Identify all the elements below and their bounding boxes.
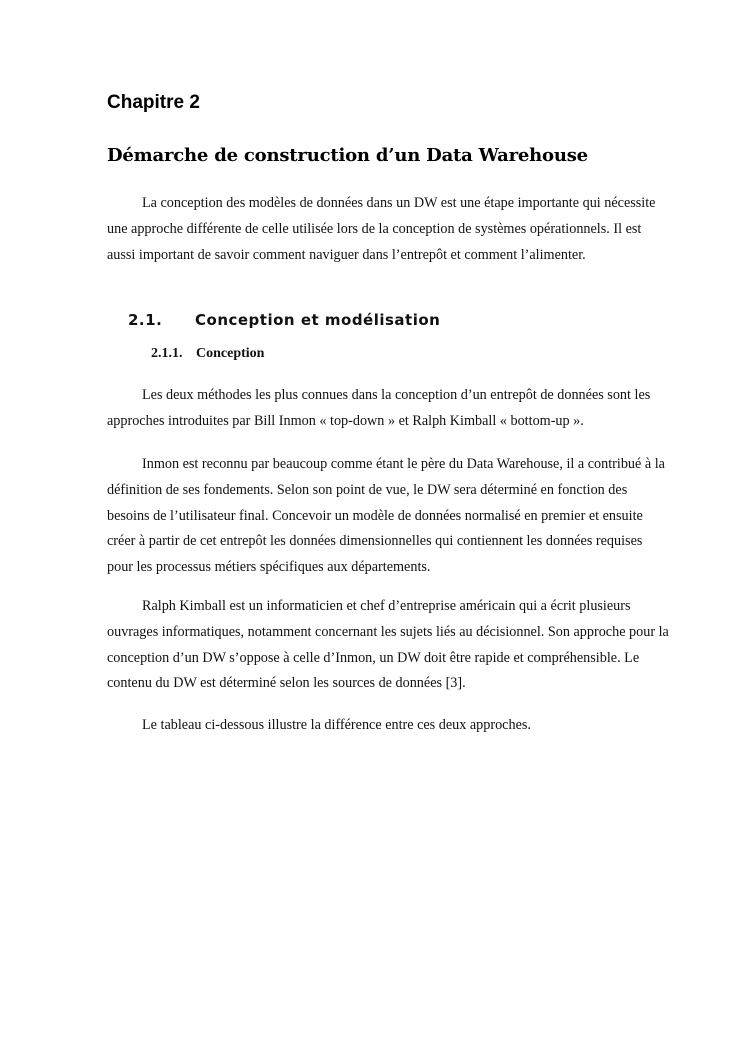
subsection-title: Conception [196,346,265,361]
intro-paragraph: La conception des modèles de données dans un DW est une étape importante qui nécessite une approche différente de celle utilisée lors de la conception de systèmes opérationnels. Il est aussi important de savoir comment naviguer dans l’entrepôt et comment l’alimenter. [107,195,656,263]
paragraph-methods: Les deux méthodes les plus connues dans la conception d’un entrepôt de données sont les approches introduites par Bill Inmon « top-down » et Ralph Kimball « bottom-up ». [107,387,651,429]
subsection-heading [151,346,264,362]
section-title: Conception et modélisation [195,311,441,329]
chapter-title: Démarche de construction d’un Data Warehouse [107,145,588,166]
subsection-number: 2.1.1. [151,346,183,361]
chapter-heading: Chapitre 2 [107,92,200,113]
paragraph-inmon: Inmon est reconnu par beaucoup comme étant le père du Data Warehouse, il a contribué à la définition de ses fondements. Selon son point de vue, le DW sera déterminé en fonction des besoins de l’utilisateur final. Concevoir un modèle de données normalisé en premier et ensuite créer à partir de cet entrepôt les données dimensionnelles qui contiennent les données requises pour les processus métiers spécifiques aux départements. [107,456,665,576]
paragraph-table-intro: Le tableau ci-dessous illustre la différence entre ces deux approches. [142,717,531,733]
paragraph-kimball: Ralph Kimball est un informaticien et chef d’entreprise américain qui a écrit plusieurs ouvrages informatiques, notamment concernant les sujets liés au décisionnel. Son approche pour la conception d’un DW s’oppose à celle d’Inmon, un DW doit être rapide et compréhensible. Le contenu du DW est déterminé selon les sources de données [3]. [107,598,669,692]
section-number: 2.1. [128,311,163,329]
section-heading [128,311,440,329]
